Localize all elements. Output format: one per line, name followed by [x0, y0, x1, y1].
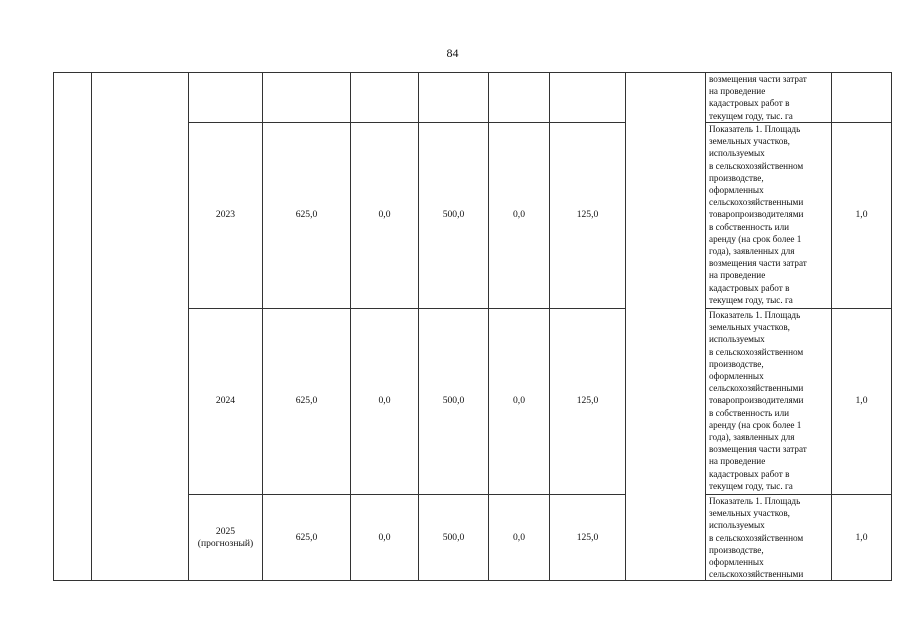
federal-cell [351, 73, 419, 123]
indicator-cell: возмещения части затрат на проведение кадастровых работ в текущем году, тыс. га [706, 73, 832, 123]
local-cell [489, 73, 550, 123]
year-label: 2023 [215, 209, 236, 221]
indicator-value-cell: 1,0 [832, 309, 892, 495]
number-cell [54, 73, 92, 581]
measure-name-cell [92, 73, 189, 581]
regional-cell [419, 73, 489, 123]
total-cell: 625,0 [263, 123, 351, 309]
indicator-value-cell [832, 73, 892, 123]
local-cell: 0,0 [489, 123, 550, 309]
page-number: 84 [446, 46, 459, 60]
year-label: 2024 [215, 395, 236, 407]
total-cell: 625,0 [263, 495, 351, 581]
indicator-cell: Показатель 1. Площадь земельных участков, используемых в сельскохозяйственном производстве, оформленных сельскохозяйственными товаропроизводителями в собственность или аренду (на срок более 1 года), заявленных для возмещения части затрат на проведение кадастровых работ в текущем году, тыс. га [706, 309, 832, 495]
total-cell: 625,0 [263, 309, 351, 495]
year-cell [189, 495, 263, 581]
extra-budget-cell: 125,0 [550, 495, 626, 581]
regional-cell: 500,0 [419, 495, 489, 581]
extra-budget-cell [550, 73, 626, 123]
federal-cell: 0,0 [351, 309, 419, 495]
regional-cell: 500,0 [419, 123, 489, 309]
local-cell: 0,0 [489, 309, 550, 495]
extra-budget-cell: 125,0 [550, 309, 626, 495]
program-funding-table [53, 72, 892, 581]
year-cell [189, 123, 263, 309]
year-cell [189, 309, 263, 495]
year-note: (прогнозный) [197, 537, 254, 549]
extra-budget-cell: 125,0 [550, 123, 626, 309]
table-row [54, 73, 892, 123]
indicator-value-cell: 1,0 [832, 495, 892, 581]
indicator-value-cell: 1,0 [832, 123, 892, 309]
local-cell: 0,0 [489, 495, 550, 581]
executor-cell [626, 73, 706, 581]
indicator-cell: Показатель 1. Площадь земельных участков, используемых в сельскохозяйственном производстве, оформленных сельскохозяйственными [706, 495, 832, 581]
total-cell [263, 73, 351, 123]
year-cell [189, 73, 263, 123]
regional-cell: 500,0 [419, 309, 489, 495]
indicator-cell: Показатель 1. Площадь земельных участков, используемых в сельскохозяйственном производстве, оформленных сельскохозяйственными товаропроизводителями в собственность или аренду (на срок более 1 года), заявленных для возмещения части затрат на проведение кадастровых работ в текущем году, тыс. га [706, 123, 832, 309]
federal-cell: 0,0 [351, 123, 419, 309]
federal-cell: 0,0 [351, 495, 419, 581]
year-label: 2025 [215, 525, 236, 537]
